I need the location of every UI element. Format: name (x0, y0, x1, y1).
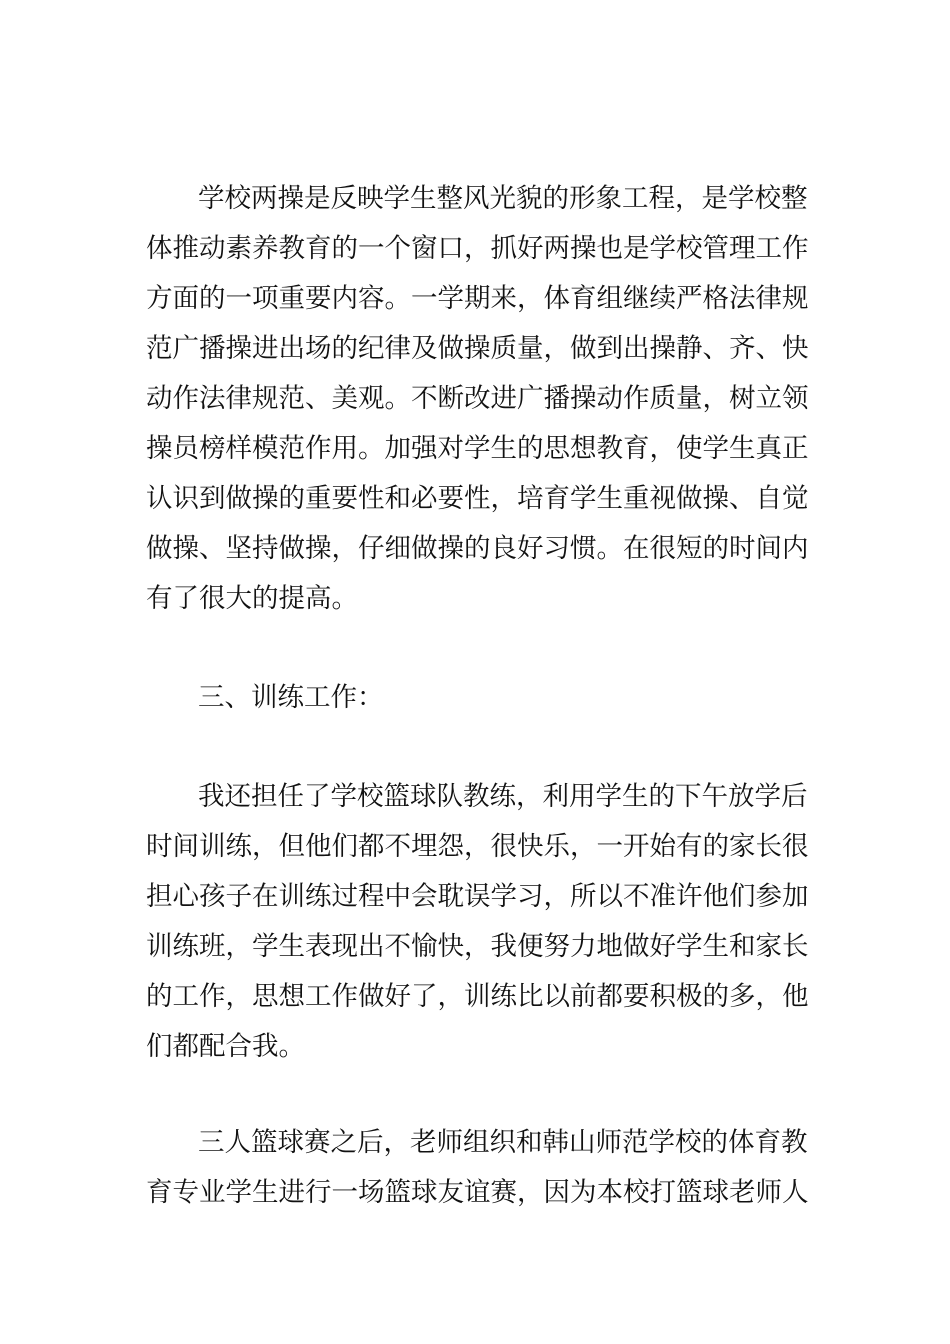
paragraph-line: 有了很大的提高。 (146, 583, 358, 614)
paragraph-line: 方面的一项重要内容。一学期来，体育组继续严格法律规 (146, 283, 809, 314)
paragraph-line: 担心孩子在训练过程中会耽误学习，所以不准许他们参加 (146, 881, 809, 912)
paragraph-line: 的工作，思想工作做好了，训练比以前都要积极的多，他 (146, 981, 809, 1012)
paragraph-line: 认识到做操的重要性和必要性，培育学生重视做操、自觉 (146, 483, 809, 514)
paragraph-line: 学校两操是反映学生整风光貌的形象工程，是学校整 (198, 183, 808, 214)
paragraph-line: 体推动素养教育的一个窗口，抓好两操也是学校管理工作 (146, 233, 809, 264)
paragraph-line: 三人篮球赛之后，老师组织和韩山师范学校的体育教 (198, 1127, 808, 1158)
paragraph-line: 范广播操进出场的纪律及做操质量，做到出操静、齐、快 (146, 333, 809, 364)
paragraph-line: 时间训练，但他们都不埋怨，很快乐，一开始有的家长很 (146, 831, 809, 862)
paragraph-line: 做操、坚持做操，仔细做操的良好习惯。在很短的时间内 (146, 533, 809, 564)
paragraph-line: 操员榜样模范作用。加强对学生的思想教育，使学生真正 (146, 433, 809, 464)
paragraph-line: 我还担任了学校篮球队教练，利用学生的下午放学后 (198, 781, 808, 812)
paragraph-line: 训练班，学生表现出不愉快，我便努力地做好学生和家长 (146, 931, 809, 962)
paragraph-line: 育专业学生进行一场篮球友谊赛，因为本校打篮球老师人 (146, 1177, 809, 1208)
section-heading: 三、训练工作： (198, 682, 384, 713)
paragraph-line: 们都配合我。 (146, 1031, 305, 1062)
paragraph-line: 动作法律规范、美观。不断改进广播操动作质量，树立领 (146, 383, 809, 414)
